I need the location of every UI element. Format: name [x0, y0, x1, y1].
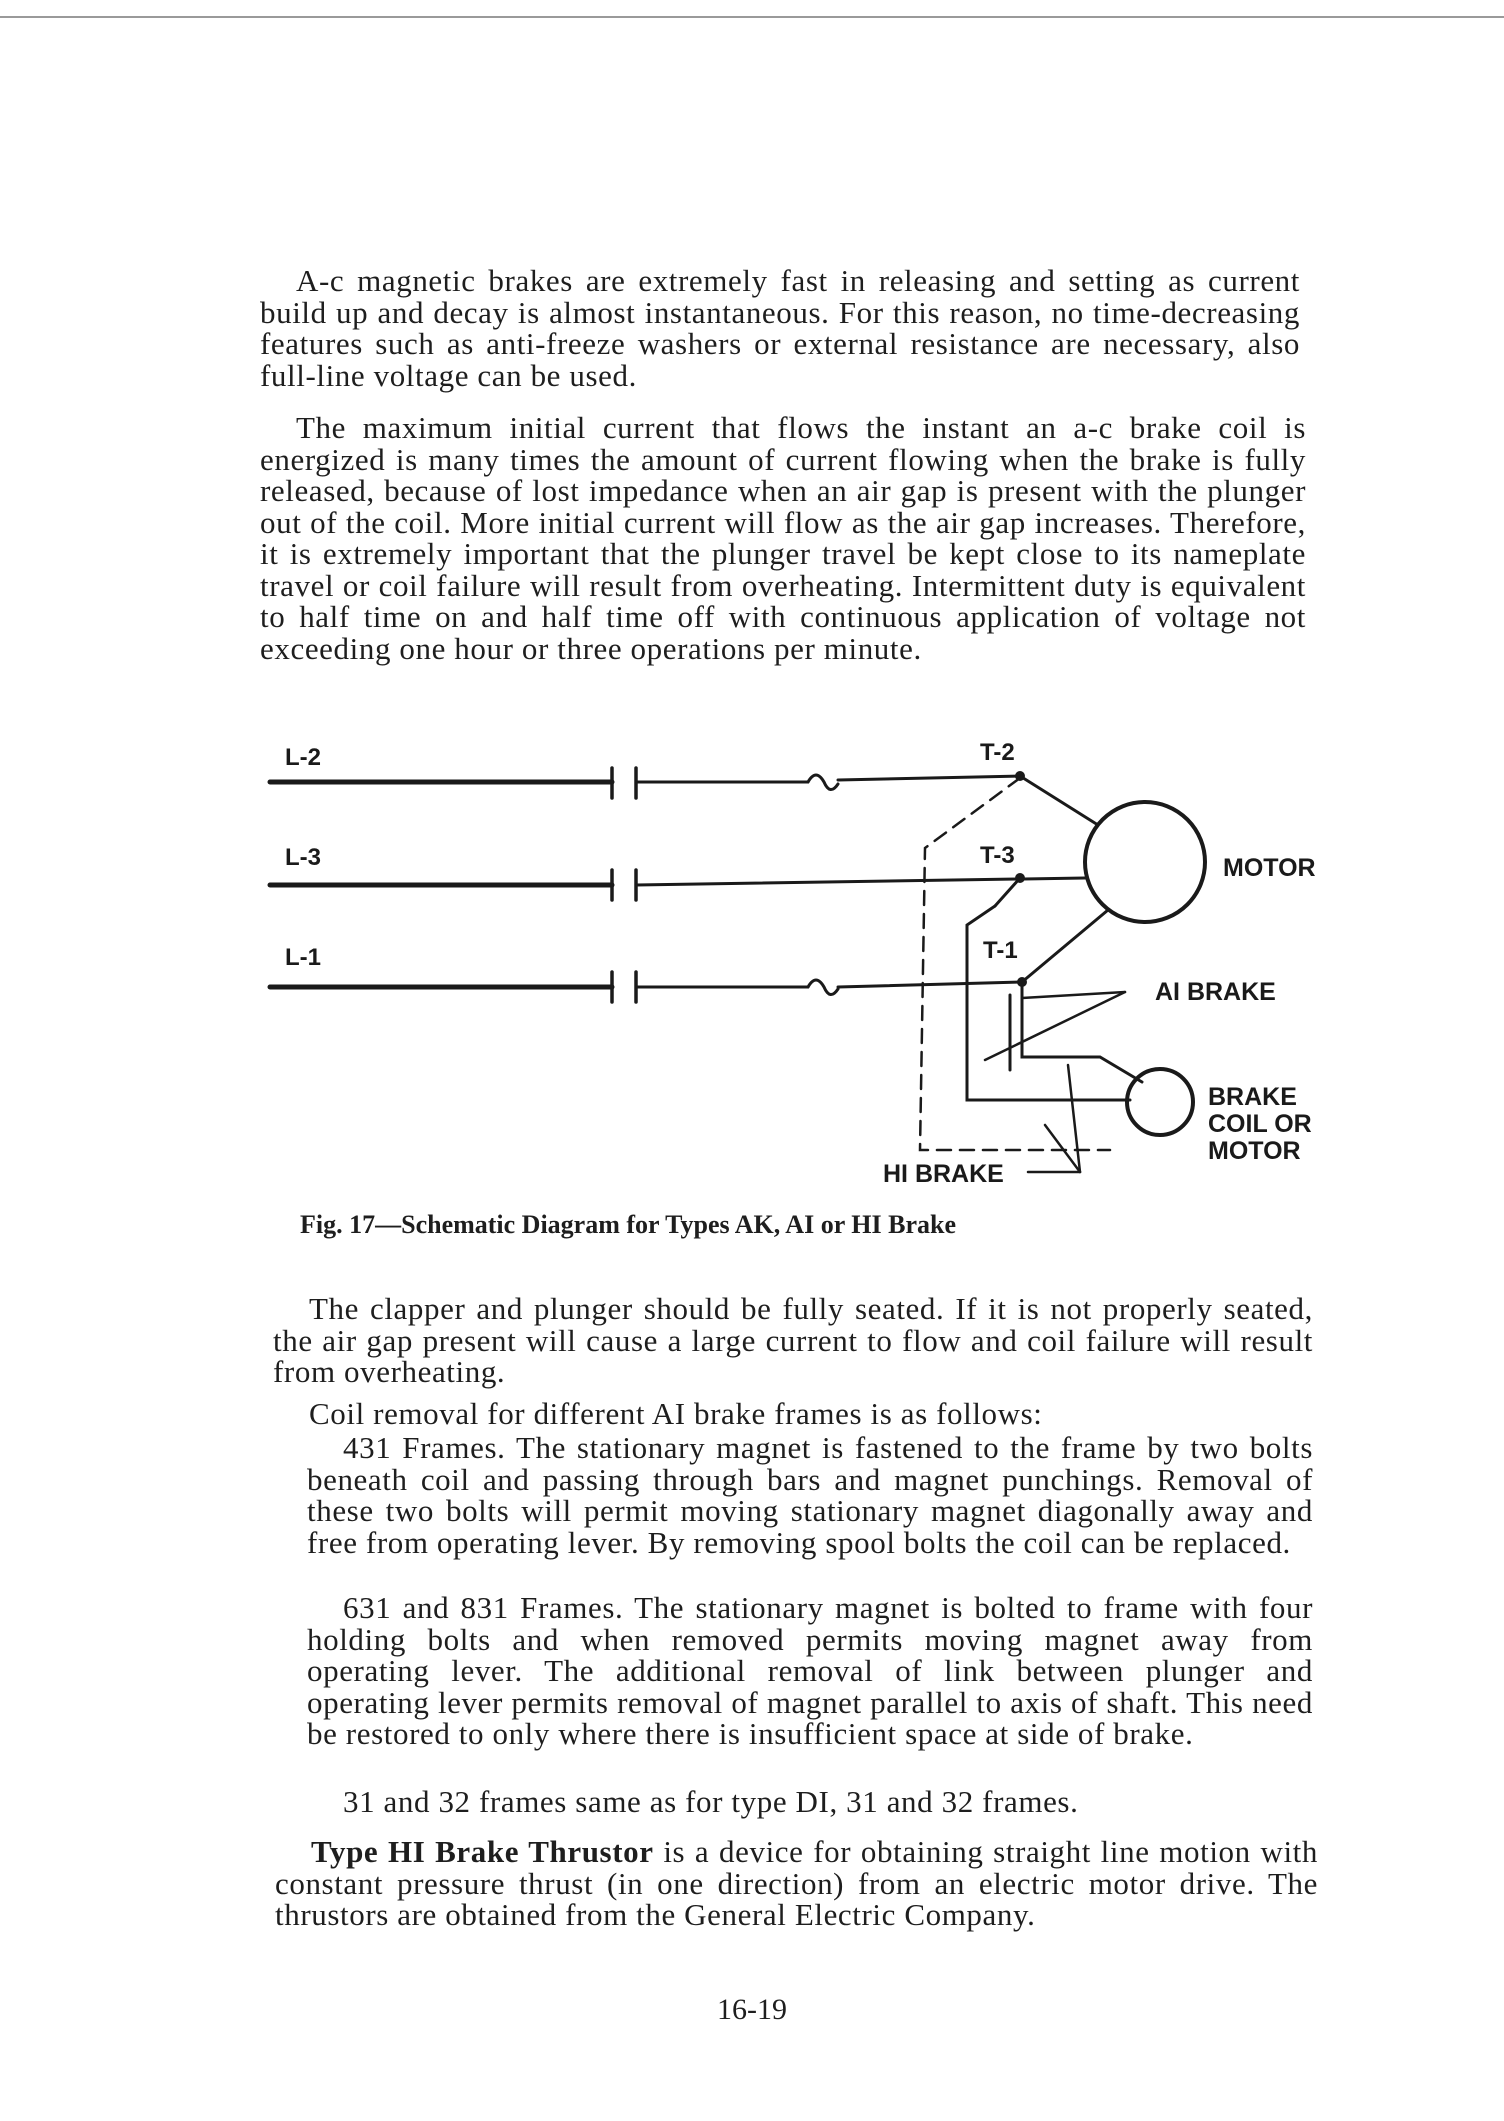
label-ai-brake: AI BRAKE: [1155, 978, 1276, 1006]
paragraph-431-frames: 431 Frames. The stationary magnet is fastened to the frame by two bolts beneath coil and passing through bars and magnet punchings. Removal of these two bolts will permit moving stationary magnet diagonally away and free from operating lever. By removing spool bolts the coil can be replaced.: [307, 1430, 1313, 1560]
label-brake-coil-line1: BRAKE: [1208, 1083, 1297, 1111]
terminal-t1-dot: [1017, 977, 1027, 987]
label-l2: L-2: [285, 744, 321, 771]
label-motor: MOTOR: [1223, 854, 1316, 882]
paragraph-ac-brakes: A-c magnetic brakes are extremely fast in releasing and setting as current build up and decay is almost instantaneous. For this reason, no time-decreasing features such as anti-freeze washers or external resistance are necessary, also full-line voltage can be used.: [260, 263, 1300, 393]
schematic-diagram: [0, 730, 1504, 1200]
paragraph-coil-removal: Coil removal for different AI brake frames is as follows:: [309, 1396, 1043, 1431]
label-t2: T-2: [980, 739, 1015, 766]
paragraph-initial-current: The maximum initial current that flows the instant an a-c brake coil is energized is many times the amount of current flowing when the brake is fully released, because of lost impedance when an air gap is present with the plunger out of the coil. More initial current will flow as the air gap increases. Therefore, it is extremely important that the plunger travel be kept close to its nameplate travel or coil failure will result from overheating. Intermittent duty is equivalent to half time on and half time off with continuous application of voltage not exceeding one hour or three operations per minute.: [260, 410, 1306, 666]
terminal-t3-dot: [1015, 873, 1025, 883]
page-top-rule: [0, 16, 1504, 18]
label-t3: T-3: [980, 842, 1015, 869]
thrustor-body: is a device for obtaining straight line motion with constant pressure thrust (in one direction) from an electric motor drive. The thrustors are obtained from the General Electric Company.: [275, 1834, 1318, 1932]
paragraph-clapper-plunger: The clapper and plunger should be fully seated. If it is not properly seated, the air gap present will cause a large current to flow and coil failure will result from overheating.: [273, 1291, 1313, 1389]
label-l3: L-3: [285, 844, 321, 871]
paragraph-hi-brake-thrustor: [275, 1836, 1318, 1931]
label-t1: T-1: [983, 937, 1018, 964]
paragraph-31-32-frames: 31 and 32 frames same as for type DI, 31 and 32 frames.: [343, 1784, 1079, 1819]
terminal-t2-dot: [1015, 771, 1025, 781]
page-number: 16-19: [717, 1993, 787, 2026]
paragraph-631-831-frames: 631 and 831 Frames. The stationary magnet is bolted to frame with four holding bolts and when removed permits moving magnet away from operating lever. The additional removal of link between plunger and operating lever permits removal of magnet parallel to axis of shaft. This need be restored to only where there is insufficient space at side of brake.: [307, 1590, 1313, 1751]
thrustor-heading: Type HI Brake Thrustor: [311, 1834, 654, 1869]
figure-caption: Fig. 17—Schematic Diagram for Types AK, AI or HI Brake: [300, 1210, 956, 1239]
label-l1: L-1: [285, 944, 321, 971]
label-hi-brake: HI BRAKE: [883, 1160, 1004, 1188]
label-brake-coil-line2: COIL OR: [1208, 1110, 1312, 1138]
label-brake-coil-line3: MOTOR: [1208, 1137, 1301, 1165]
